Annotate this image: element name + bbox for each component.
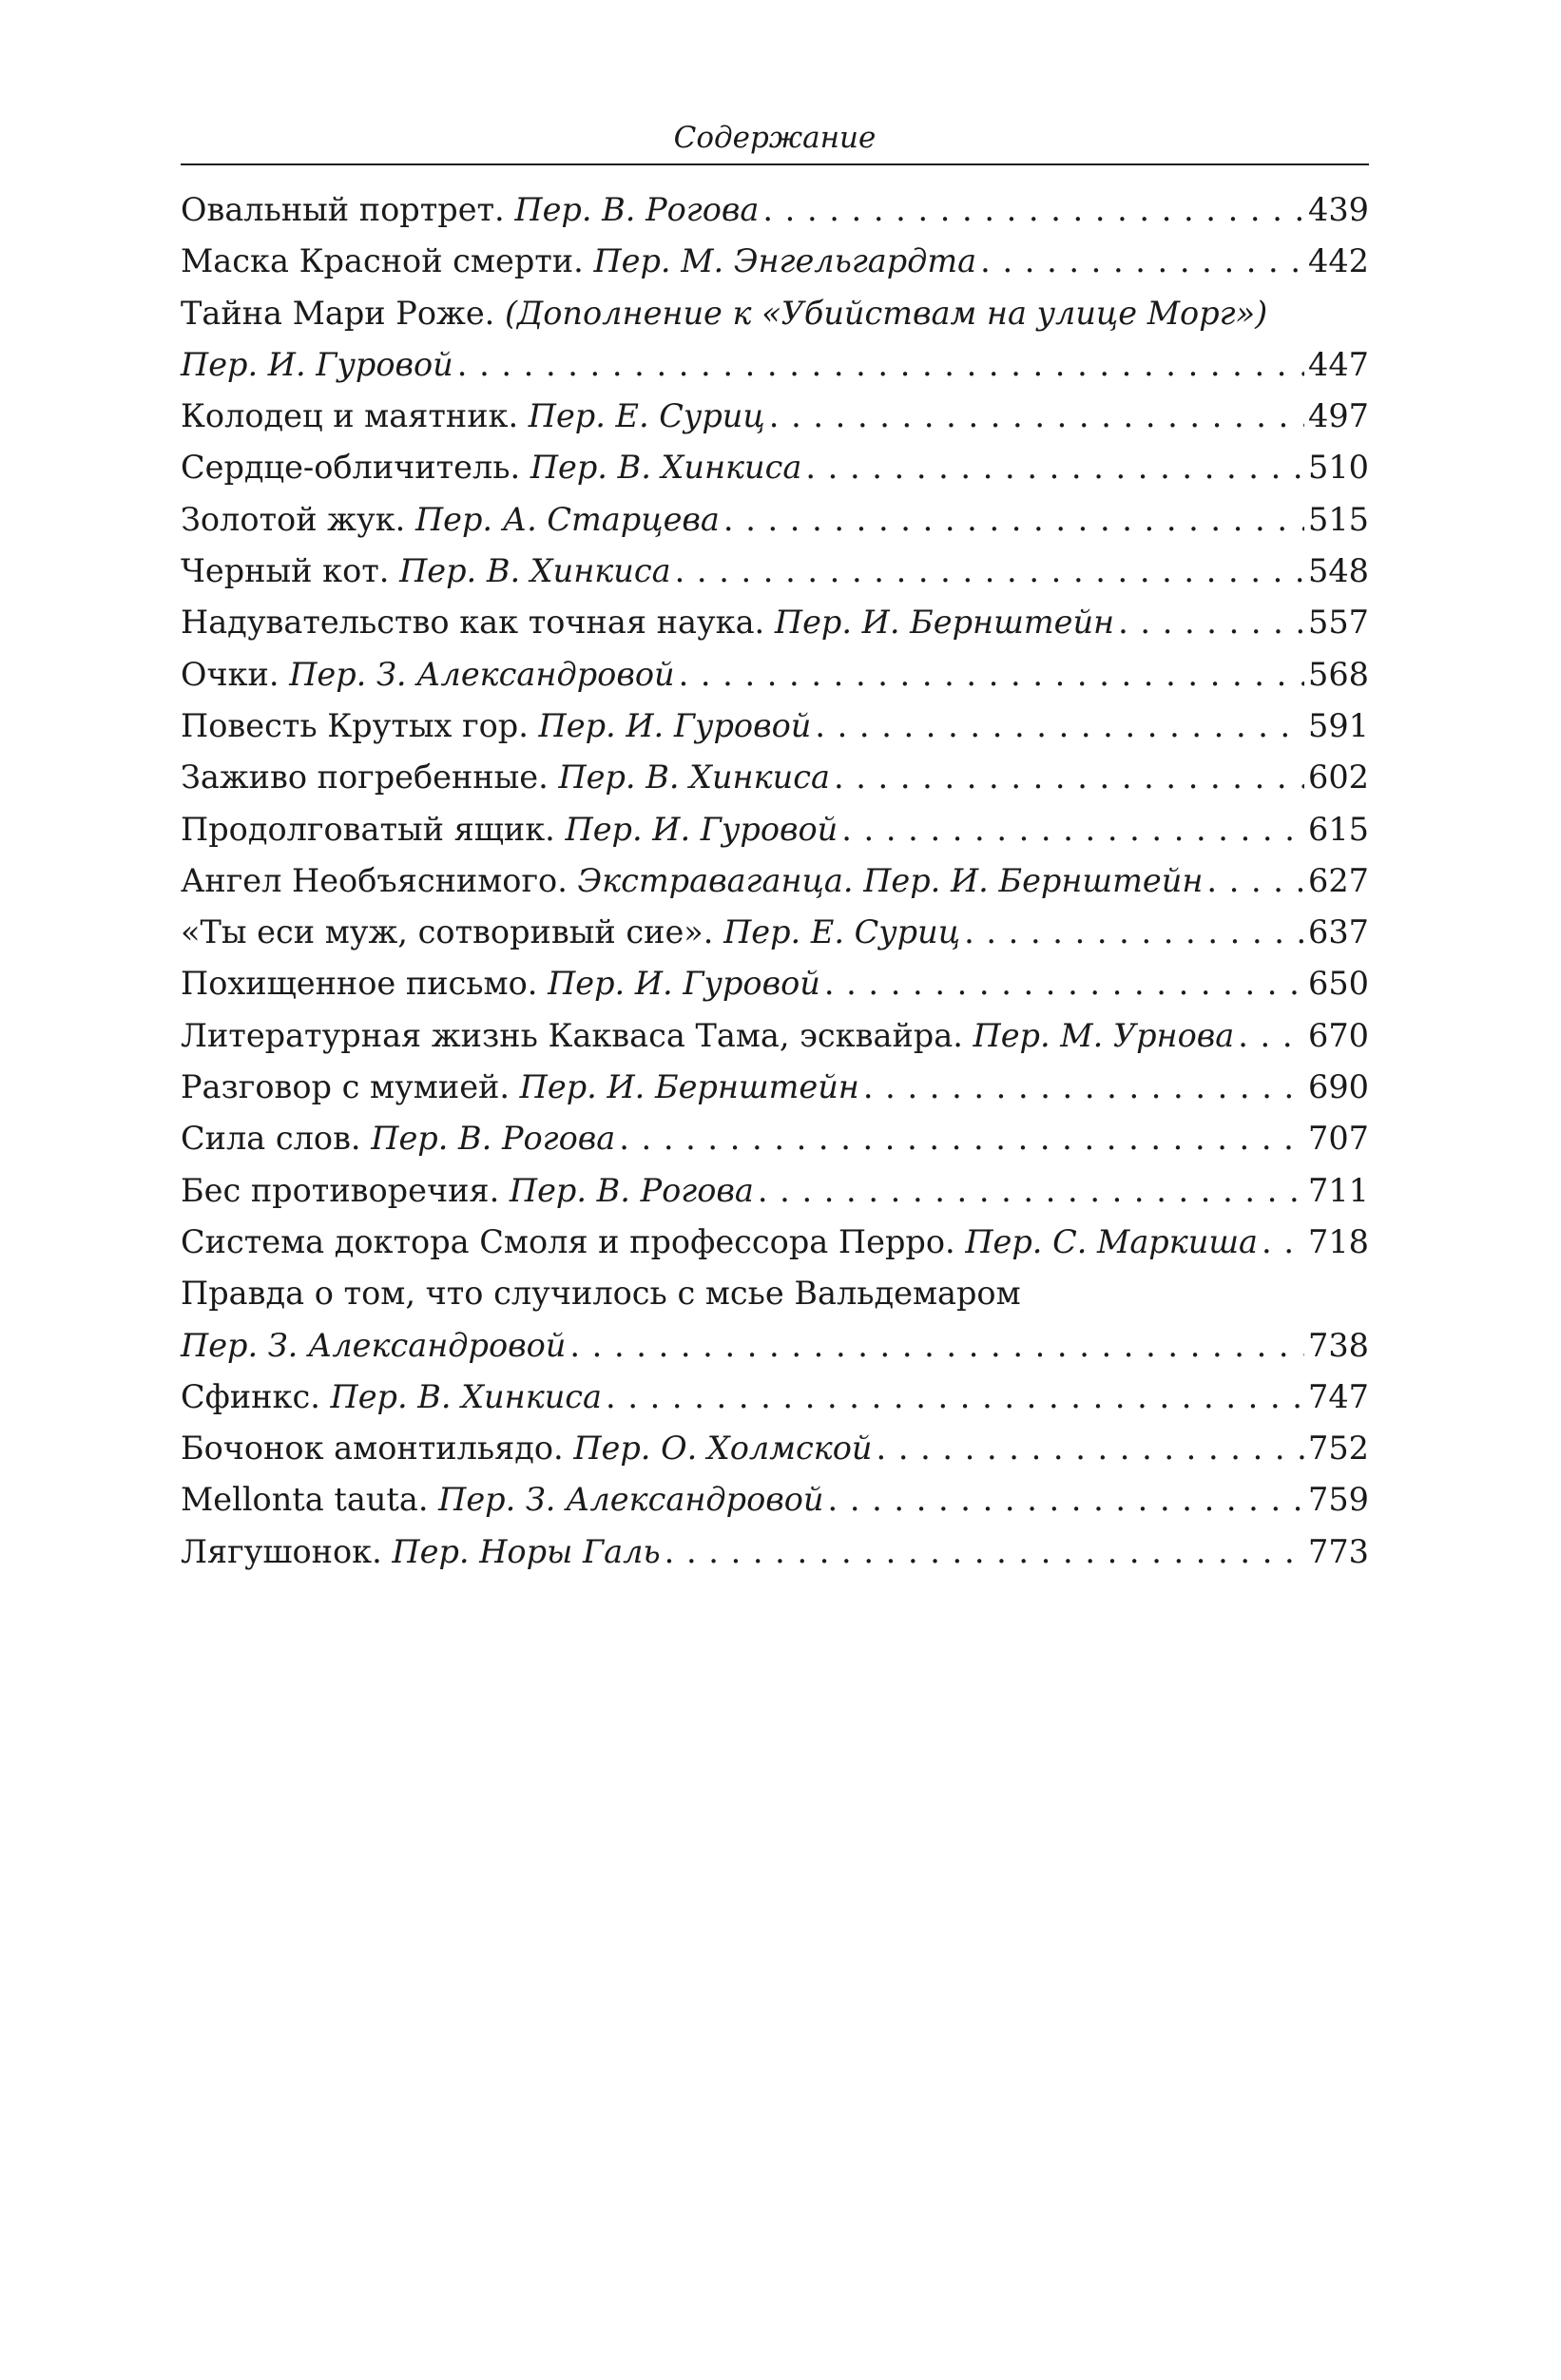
toc-entry (181, 701, 1369, 752)
entry-title: Сила слов. (181, 1120, 361, 1158)
entry-title: Бочонок амонтильядо. (181, 1430, 564, 1468)
entry-page-number: 510 (1308, 449, 1369, 487)
entry-page-number: 650 (1308, 965, 1369, 1003)
toc-entry (181, 1372, 1369, 1423)
toc-entry (181, 752, 1369, 803)
dot-leader (619, 1113, 1304, 1164)
dot-leader (665, 1526, 1304, 1578)
toc-entry (181, 494, 1369, 546)
entry-title: «Ты еси муж, сотворивый сие». (181, 913, 714, 951)
entry-title: Бес противоречия. (181, 1171, 500, 1209)
entry-translator: Пер. В. Хинкиса (530, 449, 802, 487)
entry-translator: Пер. И. Гуровой (181, 345, 453, 383)
toc-entry (181, 546, 1369, 597)
entry-title: Литературная жизнь Какваса Тама, эсквайра. (181, 1016, 963, 1054)
entry-translator: Пер. А. Старцева (414, 500, 720, 538)
entry-translator: Пер. О. Холмской (573, 1430, 873, 1468)
entry-translator: Пер. И. Гуровой (538, 706, 812, 744)
dot-leader (758, 1165, 1304, 1217)
entry-page-number: 615 (1308, 810, 1369, 848)
entry-translator: Пер. И. Бернштейн (519, 1068, 859, 1106)
entry-title: Сфинкс. (181, 1377, 320, 1415)
entry-translator: Пер. В. Хинкиса (330, 1377, 603, 1415)
dot-leader (815, 701, 1304, 752)
toc-entry (181, 855, 1369, 907)
toc-entry (181, 1423, 1369, 1474)
entry-page-number: 591 (1308, 706, 1369, 744)
entry-page-number: 557 (1308, 604, 1369, 642)
entry-translator: Пер. Е. Суриц (528, 397, 765, 435)
entry-translator: Пер. И. Гуровой (565, 810, 838, 848)
entry-page-number: 602 (1308, 758, 1369, 797)
entry-page-number: 752 (1308, 1430, 1369, 1468)
entry-page-number: 548 (1308, 552, 1369, 590)
entry-translator: Пер. В. Хинкиса (399, 552, 671, 590)
toc-entry (181, 236, 1369, 287)
entry-page-number: 738 (1308, 1326, 1369, 1364)
entry-page-number: 627 (1308, 861, 1369, 899)
dot-leader (1238, 1010, 1304, 1062)
entry-translator: Пер. В. Рогова (509, 1171, 754, 1209)
entry-translator: Пер. И. Бернштейн (774, 604, 1115, 642)
entry-page-number: 515 (1308, 500, 1369, 538)
toc-entry (181, 391, 1369, 442)
entry-page-number: 447 (1308, 345, 1369, 383)
dot-leader (762, 184, 1304, 236)
entry-translator: Пер. З. Александровой (181, 1326, 567, 1364)
entry-title: Колодец и маятник. (181, 397, 519, 435)
entry-title: Mellonta tauta. (181, 1481, 429, 1519)
toc-entry (181, 288, 1369, 392)
entry-translator: Пер. М. Энгельгардта (593, 242, 977, 280)
entry-extra: Экстраваганца. (577, 861, 854, 899)
entry-page-number: 747 (1308, 1377, 1369, 1415)
dot-leader (1118, 597, 1304, 648)
entry-title: Ангел Необъяснимого. (181, 861, 568, 899)
entry-page-number: 711 (1308, 1171, 1369, 1209)
dot-leader (863, 1062, 1304, 1113)
entry-translator: Пер. С. Маркиша (965, 1222, 1259, 1260)
entry-title: Разговор с мумией. (181, 1068, 510, 1106)
dot-leader (964, 907, 1304, 958)
dot-leader (877, 1423, 1305, 1474)
toc-entry (181, 1165, 1369, 1217)
entry-translator: Пер. З. Александровой (438, 1481, 824, 1519)
entry-title: Правда о том, что случилось с мсье Вальдемаром (181, 1275, 1021, 1313)
entry-page-number: 759 (1308, 1481, 1369, 1519)
dot-leader (606, 1372, 1304, 1423)
entry-title: Повесть Крутых гор. (181, 706, 529, 744)
entry-page-number: 707 (1308, 1120, 1369, 1158)
entry-title: Надувательство как точная наука. (181, 604, 765, 642)
entry-title: Сердце-обличитель. (181, 449, 521, 487)
toc-entry (181, 1062, 1369, 1113)
toc-entry (181, 1474, 1369, 1526)
toc-entry (181, 1526, 1369, 1578)
toc-entry (181, 649, 1369, 701)
entry-subtitle: (Дополнение к «Убийствам на улице Морг») (504, 294, 1268, 332)
entry-title: Черный кот. (181, 552, 390, 590)
dot-leader (828, 1474, 1305, 1526)
running-head: Содержание (673, 121, 877, 155)
dot-leader (1262, 1217, 1304, 1268)
entry-translator: Пер. Норы Галь (392, 1532, 661, 1570)
entry-page-number: 497 (1308, 397, 1369, 435)
entry-title: Золотой жук. (181, 500, 406, 538)
entry-translator: Пер. В. Рогова (514, 191, 760, 228)
entry-translator: Пер. И. Бернштейн (863, 861, 1204, 899)
toc-entry (181, 1268, 1369, 1372)
entry-translator: Пер. Е. Суриц (723, 913, 961, 951)
entry-page-number: 670 (1308, 1016, 1369, 1054)
entry-page-number: 690 (1308, 1068, 1369, 1106)
entry-title: Овальный портрет. (181, 191, 505, 228)
entry-title: Похищенное письмо. (181, 965, 538, 1003)
dot-leader (679, 649, 1304, 701)
entry-translator: Пер. В. Хинкиса (558, 758, 830, 797)
entry-title: Заживо погребенные. (181, 758, 549, 797)
entry-translator: Пер. М. Урнова (973, 1016, 1235, 1054)
toc-entry (181, 804, 1369, 855)
toc-list (181, 184, 1369, 1578)
entry-title: Очки. (181, 655, 279, 693)
header-rule (181, 163, 1369, 165)
entry-page-number: 439 (1308, 191, 1369, 228)
entry-translator: Пер. И. Гуровой (548, 965, 820, 1003)
toc-entry (181, 907, 1369, 958)
entry-title: Система доктора Смоля и профессора Перро. (181, 1222, 955, 1260)
entry-title: Тайна Мари Роже. (181, 294, 495, 332)
toc-entry (181, 958, 1369, 1009)
entry-page-number: 568 (1308, 655, 1369, 693)
toc-page (181, 114, 1369, 1578)
entry-page-number: 773 (1308, 1532, 1369, 1570)
entry-title: Лягушонок. (181, 1532, 382, 1570)
toc-entry (181, 184, 1369, 236)
entry-page-number: 637 (1308, 913, 1369, 951)
entry-page-number: 718 (1308, 1222, 1369, 1260)
dot-leader (1206, 855, 1304, 907)
entry-title: Продолговатый ящик. (181, 810, 555, 848)
dot-leader (457, 339, 1304, 391)
toc-entry (181, 442, 1369, 493)
dot-leader (723, 494, 1304, 546)
dot-leader (824, 958, 1304, 1009)
dot-leader (841, 804, 1304, 855)
dot-leader (675, 546, 1304, 597)
entry-page-number: 442 (1308, 242, 1369, 280)
dot-leader (980, 236, 1304, 287)
dot-leader (805, 442, 1304, 493)
toc-entry (181, 1010, 1369, 1062)
entry-translator: Пер. В. Рогова (371, 1120, 616, 1158)
toc-entry (181, 1113, 1369, 1164)
dot-leader (769, 391, 1304, 442)
dot-leader (569, 1320, 1304, 1372)
toc-entry (181, 597, 1369, 648)
toc-entry (181, 1217, 1369, 1268)
dot-leader (834, 752, 1304, 803)
entry-translator: Пер. З. Александровой (289, 655, 675, 693)
entry-title: Маска Красной смерти. (181, 242, 584, 280)
